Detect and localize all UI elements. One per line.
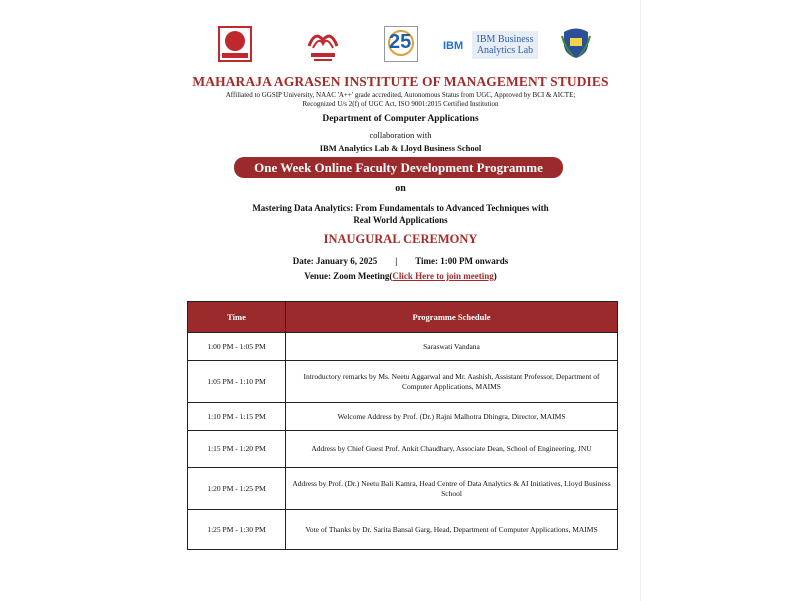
seal-banner-icon <box>222 53 248 58</box>
venue-suffix: ) <box>493 271 497 281</box>
date-time-separator: | <box>395 256 398 266</box>
ceremony-heading: INAUGURAL CEREMONY <box>323 232 478 246</box>
schedule-item-cell: Welcome Address by Prof. (Dr.) Rajni Malhotra Dhingra, Director, MAIMS <box>286 403 618 431</box>
schedule-table <box>187 301 618 550</box>
maims-logo <box>305 26 341 64</box>
schedule-item-cell: Introductory remarks by Ms. Neetu Aggarwal and Mr. Aashish, Assistant Professor, Department of Computer Applications, MAIMS <box>286 361 618 403</box>
affiliation-line2: Recognized U/s 2(f) of UGC Act, ISO 9001:2015 Certified Institution <box>302 100 499 108</box>
affiliation-line1: Affiliated to GGSIP University, NAAC 'A++' grade accredited, Autonomous Status from UGC, Approved by BCI & AICTE; <box>225 91 576 99</box>
schedule-item-cell: Vote of Thanks by Dr. Sarita Bansal Garg, Head, Department of Computer Applications, MAIMS <box>286 510 618 550</box>
maims-emblem-icon <box>305 26 341 64</box>
schedule-time-cell: 1:05 PM - 1:10 PM <box>188 361 286 403</box>
table-row <box>188 468 618 510</box>
table-row <box>188 403 618 431</box>
ibm-lab-line1: IBM Business <box>476 34 534 45</box>
table-row <box>188 431 618 468</box>
schedule-time-cell: 1:00 PM - 1:05 PM <box>188 333 286 361</box>
venue-prefix: Venue: Zoom Meeting( <box>304 271 393 281</box>
schedule-time-cell: 1:20 PM - 1:25 PM <box>188 468 286 510</box>
institute-name: MAHARAJA AGRASEN INSTITUTE OF MANAGEMENT STUDIES <box>192 74 609 89</box>
lloyd-logo <box>561 26 591 60</box>
schedule-time-cell: 1:10 PM - 1:15 PM <box>188 403 286 431</box>
schedule-item-cell: Saraswati Vandana <box>286 333 618 361</box>
date-time-line <box>0 256 801 266</box>
anniversary-number: 25 <box>389 31 412 53</box>
department-name: Department of Computer Applications <box>322 114 479 124</box>
collaboration-text: collaboration with <box>369 130 432 140</box>
logo-row <box>0 26 801 68</box>
maims-seal-logo <box>218 26 252 62</box>
event-time: Time: 1:00 PM onwards <box>415 256 509 266</box>
on-text: on <box>395 183 406 194</box>
seal-emblem-icon <box>225 31 245 51</box>
topic-line2: Real World Applications <box>353 215 448 225</box>
schedule-header-row <box>188 302 618 333</box>
schedule-time-cell: 1:15 PM - 1:20 PM <box>188 431 286 468</box>
programme-banner: One Week Online Faculty Development Programme <box>234 157 563 178</box>
table-row <box>188 510 618 550</box>
programme-column-header: Programme Schedule <box>286 302 618 333</box>
event-date: Date: January 6, 2025 <box>292 256 378 266</box>
ibm-analytics-lab-logo <box>472 31 538 59</box>
ibm-logo: IBM <box>443 40 464 52</box>
venue-line <box>0 271 801 281</box>
table-row <box>188 361 618 403</box>
time-column-header: Time <box>188 302 286 333</box>
table-row <box>188 333 618 361</box>
join-meeting-link[interactable]: Click Here to join meeting <box>392 271 494 281</box>
affiliation-text <box>0 91 801 109</box>
anniversary-logo <box>384 26 418 62</box>
topic-line1: Mastering Data Analytics: From Fundamentals to Advanced Techniques with <box>252 203 549 213</box>
programme-topic <box>0 202 801 226</box>
ibm-lab-line2: Analytics Lab <box>476 45 534 56</box>
schedule-item-cell: Address by Prof. (Dr.) Neetu Bali Kamra, Head Centre of Data Analytics & AI Initiatives, Lloyd Business School <box>286 468 618 510</box>
lloyd-crest-icon <box>561 26 591 60</box>
schedule-time-cell: 1:25 PM - 1:30 PM <box>188 510 286 550</box>
schedule-item-cell: Address by Chief Guest Prof. Ankit Chaudhary, Associate Dean, School of Engineering, JNU <box>286 431 618 468</box>
partner-names: IBM Analytics Lab & Lloyd Business School <box>319 143 482 153</box>
